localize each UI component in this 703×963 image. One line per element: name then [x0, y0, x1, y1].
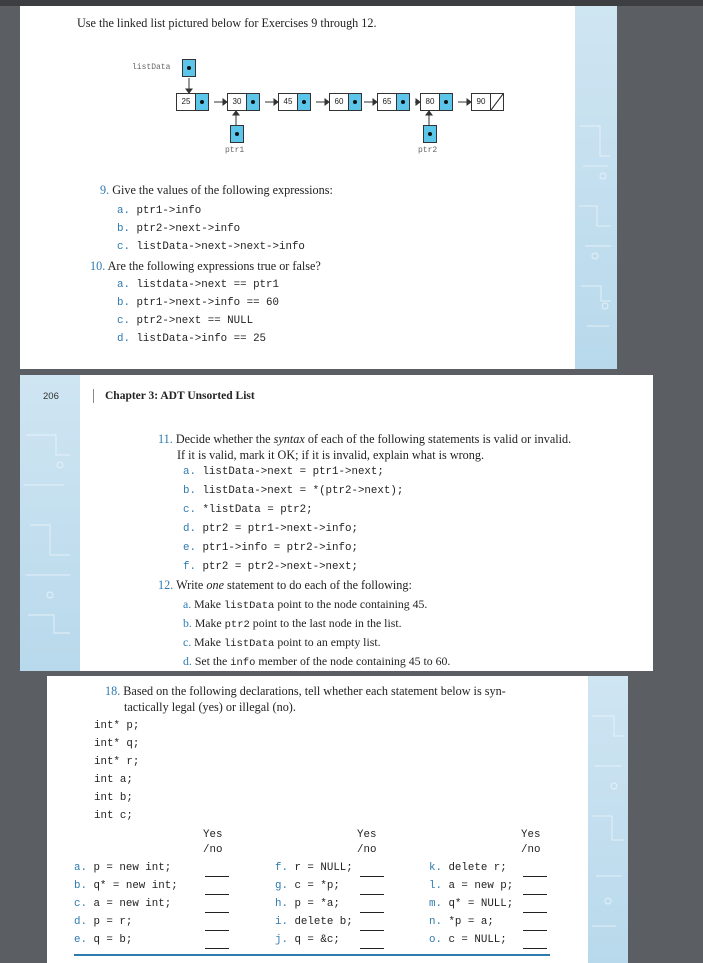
q11-item-c [183, 504, 313, 516]
q9-item-b [117, 223, 240, 235]
question-text: Are the following expressions true or false? [107, 259, 321, 273]
ptr1-pointer-box [230, 125, 244, 143]
item-letter: b. [183, 485, 196, 497]
item-letter: a. [183, 466, 196, 478]
item-letter: k. [429, 862, 442, 874]
statement-n [429, 916, 494, 928]
statement-d [74, 916, 132, 928]
item-code: p = new int; [93, 862, 172, 874]
question-10 [90, 259, 321, 274]
col3-header-no: /no [521, 844, 541, 856]
q11-item-d [183, 523, 358, 535]
q11-item-b [183, 485, 403, 497]
item-letter: b. [74, 880, 87, 892]
node-value: 30 [232, 97, 242, 106]
question-11-line2: If it is valid, mark it OK; if it is invalid, explain what is wrong. [177, 448, 485, 462]
item-code: c = NULL; [448, 934, 507, 946]
node-value: 80 [425, 97, 435, 106]
q10-item-a [117, 279, 279, 291]
declaration: int c; [94, 810, 133, 822]
question-12 [158, 578, 412, 593]
statement-k [429, 862, 507, 874]
node-value: 90 [476, 97, 486, 106]
item-code: *listData = ptr2; [202, 504, 313, 516]
col2-header-no: /no [357, 844, 377, 856]
item-letter: d. [74, 916, 87, 928]
col3-header-yes: Yes [521, 829, 541, 841]
item-code: q = &c; [294, 934, 340, 946]
q9-item-c [117, 241, 305, 253]
item-code: p = *a; [294, 898, 340, 910]
q10-item-b [117, 297, 279, 309]
answer-blank-c[interactable] [205, 900, 229, 918]
item-code: ptr1->info [136, 205, 202, 217]
item-code: ptr2->next == NULL [136, 315, 254, 327]
col1-header-yes: Yes [203, 829, 223, 841]
q12-item-a [183, 597, 427, 612]
ptr2-pointer-box [423, 125, 437, 143]
q11-item-a [183, 466, 384, 478]
page-excerpt-exercises-11-12 [20, 375, 653, 671]
item-letter: e. [183, 542, 196, 554]
item-code: listData->info == 25 [136, 333, 267, 345]
declaration: int* r; [94, 756, 140, 768]
item-letter: o. [429, 934, 442, 946]
statement-j [275, 934, 340, 946]
node-value: 65 [382, 97, 392, 106]
item-text: point to the last node in the list. [249, 616, 402, 630]
question-text: Write [176, 578, 207, 592]
answer-blank-h[interactable] [360, 900, 384, 918]
statement-e [74, 934, 132, 946]
item-letter: b. [117, 297, 130, 309]
q10-item-c [117, 315, 253, 327]
item-code: ptr1->info = ptr2->info; [202, 542, 358, 554]
question-18-line2: tactically legal (yes) or illegal (no). [124, 700, 296, 714]
item-code: ptr2->next->info [136, 223, 241, 235]
item-code: listData [223, 638, 275, 650]
item-code: a = new int; [93, 898, 172, 910]
node-value: 45 [283, 97, 293, 106]
q10-item-d [117, 333, 266, 345]
q9-item-a [117, 205, 201, 217]
answer-blank-f[interactable] [360, 864, 384, 882]
item-code: listdata->next == ptr1 [136, 279, 279, 291]
question-number: 9. [100, 183, 110, 197]
answer-blank-k[interactable] [523, 864, 547, 882]
statement-c [74, 898, 171, 910]
item-letter: a. [74, 862, 87, 874]
listdata-label: listData [132, 63, 171, 72]
ptr2-label: ptr2 [418, 146, 438, 155]
declaration: int b; [94, 792, 133, 804]
page-excerpt-exercise-18 [47, 676, 628, 963]
item-code: q = b; [93, 934, 133, 946]
item-text: point to an empty list. [274, 635, 381, 649]
question-text: Give the values of the following expressions: [112, 183, 333, 197]
question-number: 10. [90, 259, 106, 273]
item-letter: b. [183, 616, 192, 630]
answer-blank-o[interactable] [523, 936, 547, 954]
question-text: Based on the following declarations, tell whether each statement below is syn- [123, 684, 506, 698]
emphasis: syntax [273, 432, 305, 446]
item-code: c = *p; [294, 880, 340, 892]
col1-header-no: /no [203, 844, 223, 856]
statement-o [429, 934, 507, 946]
statement-f [275, 862, 353, 874]
q11-item-e [183, 542, 358, 554]
statement-l [429, 880, 513, 892]
question-18-line1 [105, 684, 506, 699]
item-code: *p = a; [448, 916, 494, 928]
q11-item-f [183, 561, 358, 573]
item-letter: b. [117, 223, 130, 235]
emphasis: one [206, 578, 224, 592]
item-code: q* = NULL; [448, 898, 514, 910]
item-letter: d. [183, 523, 196, 535]
item-code: listData->next = *(ptr2->next); [202, 485, 404, 497]
item-letter: c. [117, 315, 130, 327]
statement-h [275, 898, 340, 910]
statement-g [275, 880, 340, 892]
side-decoration [20, 375, 80, 671]
item-code: p = r; [93, 916, 133, 928]
page-number: 206 [43, 391, 59, 402]
item-letter: c. [74, 898, 87, 910]
item-letter: m. [429, 898, 442, 910]
declaration: int a; [94, 774, 133, 786]
item-letter: e. [74, 934, 87, 946]
answer-blank-d[interactable] [205, 918, 229, 936]
question-number: 11. [158, 432, 173, 446]
circuit-pattern [588, 676, 628, 963]
question-11-line1 [158, 432, 571, 447]
item-letter: f. [183, 561, 196, 573]
item-code: ptr1->next->info == 60 [136, 297, 279, 309]
header-divider [93, 389, 94, 403]
answer-blank-j[interactable] [360, 936, 384, 954]
list-arrows [20, 6, 617, 176]
side-decoration [588, 676, 628, 963]
question-9 [100, 183, 333, 198]
item-code: r = NULL; [294, 862, 353, 874]
question-text: of each of the following statements is valid or invalid. [304, 432, 572, 446]
ptr1-label: ptr1 [225, 146, 245, 155]
item-letter: a. [183, 597, 192, 611]
item-text: point to the node containing 45. [274, 597, 428, 611]
node-value: 60 [334, 97, 344, 106]
item-letter: j. [275, 934, 288, 946]
item-code: listData->next = ptr1->next; [202, 466, 384, 478]
question-number: 18. [105, 684, 121, 698]
item-text: member of the node containing 45 to 60. [255, 654, 451, 668]
item-letter: f. [275, 862, 288, 874]
intro-text: Use the linked list pictured below for Exercises 9 through 12. [77, 16, 377, 30]
answer-blank-m[interactable] [523, 900, 547, 918]
item-code: delete r; [448, 862, 507, 874]
chapter-title: Chapter 3: ADT Unsorted List [105, 390, 255, 402]
item-letter: n. [429, 916, 442, 928]
item-text: Make [194, 597, 224, 611]
item-letter: i. [275, 916, 288, 928]
answer-blank-n[interactable] [523, 918, 547, 936]
answer-blank-a[interactable] [205, 864, 229, 882]
declaration: int* q; [94, 738, 140, 750]
item-code: q* = new int; [93, 880, 178, 892]
item-letter: c. [183, 504, 196, 516]
statement-m [429, 898, 513, 910]
statement-i [275, 916, 353, 928]
item-letter: c. [183, 635, 192, 649]
statement-a [74, 862, 171, 874]
statement-b [74, 880, 178, 892]
question-number: 12. [158, 578, 174, 592]
answer-blank-l[interactable] [523, 882, 547, 900]
node-value: 25 [181, 97, 191, 106]
item-code: delete b; [294, 916, 353, 928]
item-code: ptr2 [224, 619, 250, 631]
answer-blank-e[interactable] [205, 936, 229, 954]
declaration: int* p; [94, 720, 140, 732]
item-letter: a. [117, 279, 130, 291]
answer-blank-b[interactable] [205, 882, 229, 900]
answer-blank-g[interactable] [360, 882, 384, 900]
q12-item-c [183, 635, 381, 650]
question-text: statement to do each of the following: [223, 578, 412, 592]
circuit-pattern [20, 375, 80, 671]
item-code: ptr2 = ptr2->next->next; [202, 561, 358, 573]
bottom-rule [74, 954, 550, 956]
item-letter: a. [117, 205, 130, 217]
item-letter: l. [429, 880, 442, 892]
item-text: Make [194, 635, 224, 649]
item-letter: c. [117, 241, 130, 253]
item-code: a = new p; [448, 880, 514, 892]
answer-blank-i[interactable] [360, 918, 384, 936]
question-text: Decide whether the [175, 432, 274, 446]
item-letter: d. [117, 333, 130, 345]
item-text: Make [194, 616, 225, 630]
item-code: ptr2 = ptr1->next->info; [202, 523, 358, 535]
item-code: info [230, 657, 256, 669]
item-text: Set the [194, 654, 231, 668]
page-excerpt-exercises-9-10 [20, 6, 617, 369]
col2-header-yes: Yes [357, 829, 377, 841]
item-letter: h. [275, 898, 288, 910]
item-code: listData [223, 600, 275, 612]
item-code: listData->next->next->info [136, 241, 305, 253]
q12-item-b [183, 616, 402, 631]
item-letter: d. [183, 654, 192, 668]
q12-item-d [183, 654, 450, 669]
item-letter: g. [275, 880, 288, 892]
